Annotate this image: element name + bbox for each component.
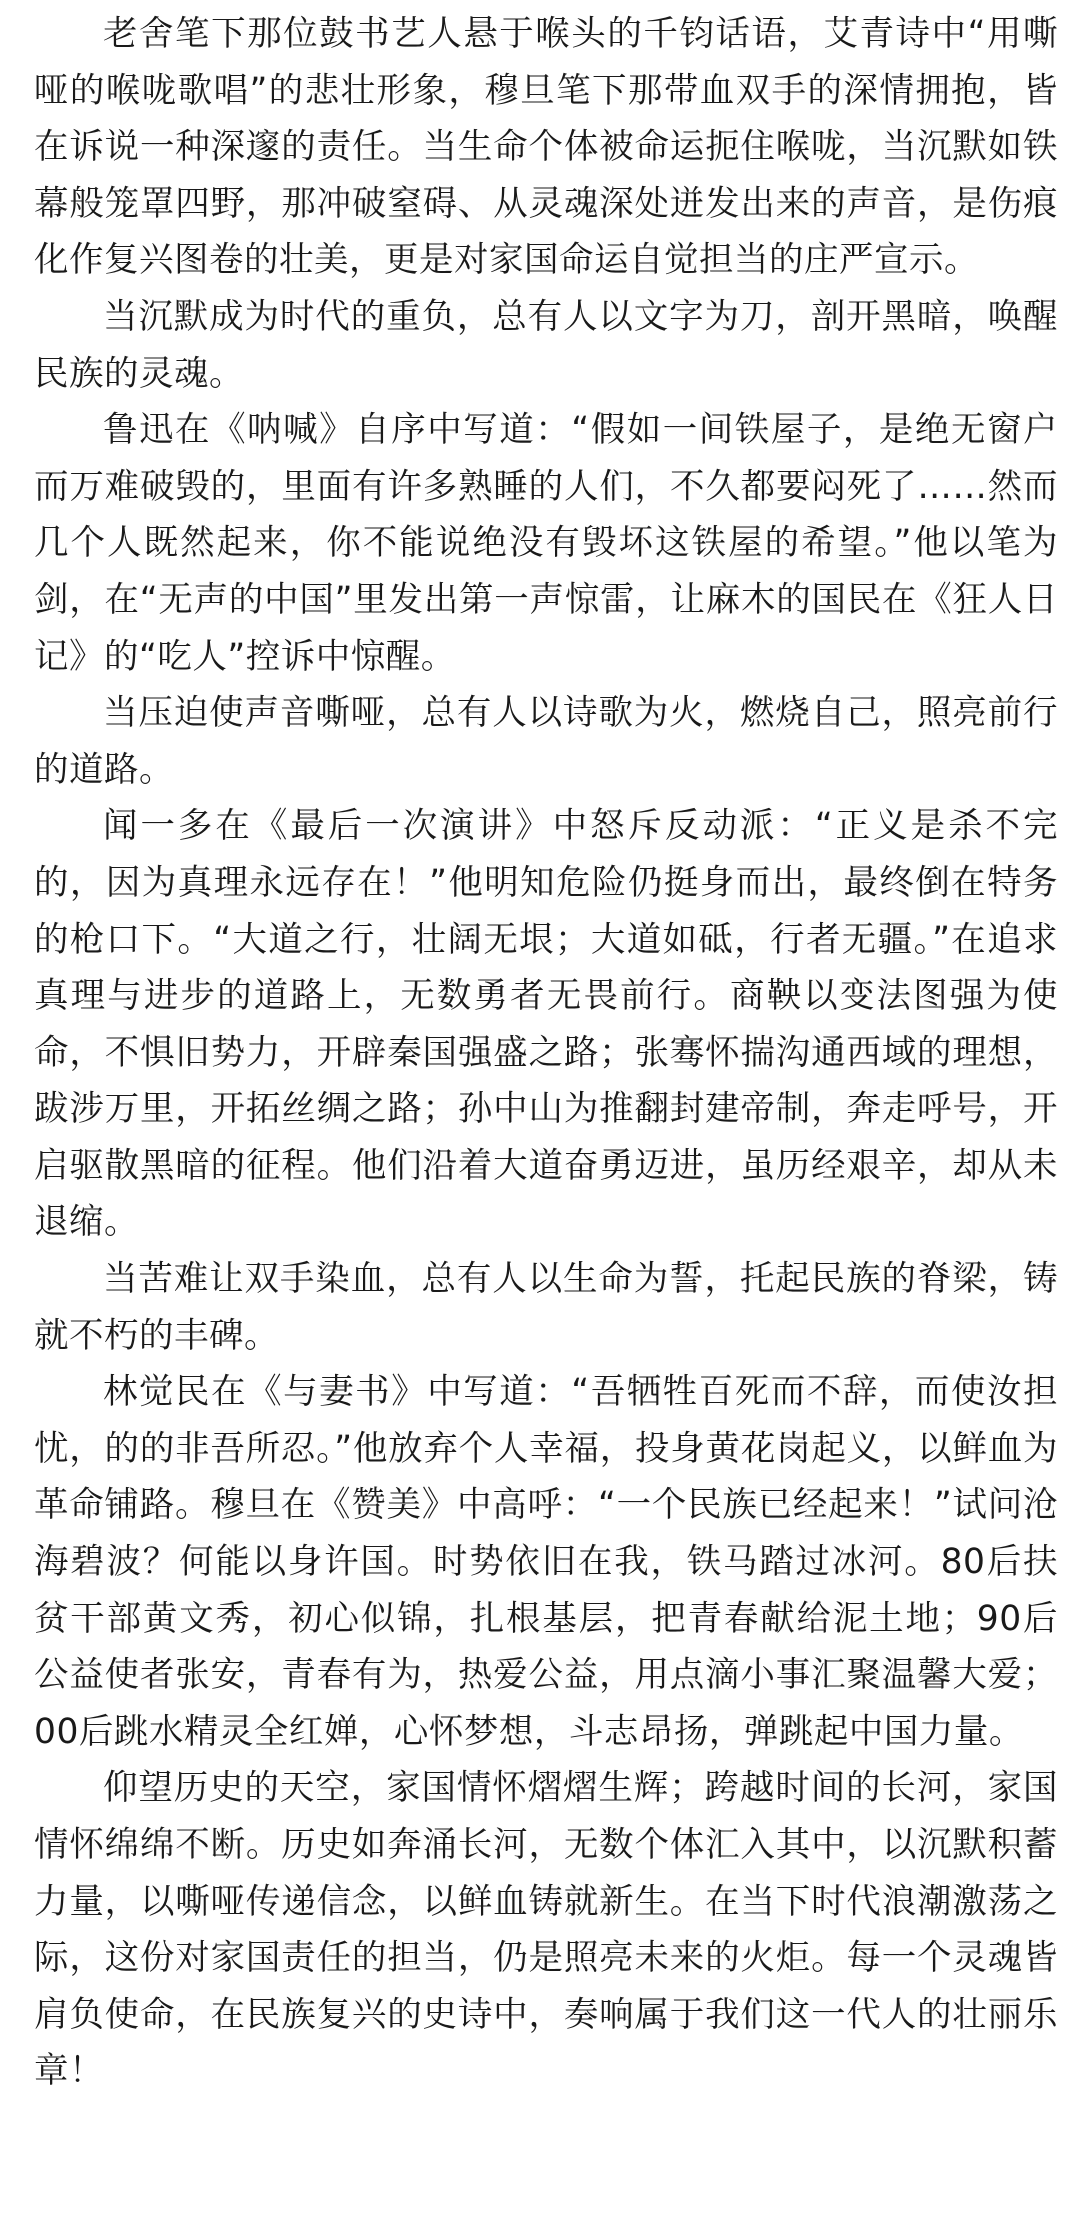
paragraph-4: 当压迫使声音嘶哑，总有人以诗歌为火，燃烧自己，照亮前行的道路。 <box>34 693 1058 790</box>
paragraph-7: 林觉民在《与妻书》中写道：“吾牺牲百死而不辞，而使汝担忧，的的非吾所忍。”他放弃个人幸福，投身黄花岗起义，以鲜血为革命铺路。穆旦在《赞美》中高呼：“一个民族已经起来！”试问沧海碧波？何能以身许国。时势依旧在我，铁马踏过冰河。80后扶贫干部黄文秀，初心似锦，扎根基层，把青春献给泥土地；90后公益使者张安，青春有为，热爱公益，用点滴小事汇聚温馨大爱；00后跳水精灵全红婵，心怀梦想，斗志昂扬，弹跳起中国力量。 <box>34 1372 1058 1752</box>
paragraph-2: 当沉默成为时代的重负，总有人以文字为刀，剖开黑暗，唤醒民族的灵魂。 <box>34 296 1058 394</box>
paragraph-8: 仰望历史的天空，家国情怀熠熠生辉；跨越时间的长河，家国情怀绵绵不断。历史如奔涌长河，无数个体汇入其中，以沉默积蓄力量，以嘶哑传递信念，以鲜血铸就新生。在当下时代浪潮激荡之际，这份对家国责任的担当，仍是照亮未来的火炬。每一个灵魂皆肩负使命，在民族复兴的史诗中，奏响属于我们这一代人的壮丽乐章！ <box>34 1768 1058 2092</box>
paragraph-5: 闻一多在《最后一次演讲》中怒斥反动派：“正义是杀不完的，因为真理永远存在！”他明知危险仍挺身而出，最终倒在特务的枪口下。“大道之行，壮阔无垠；大道如砥，行者无疆。”在追求真理与进步的道路上，无数勇者无畏前行。商鞅以变法图强为使命，不惧旧势力，开辟秦国强盛之路；张骞怀揣沟通西域的理想，跋涉万里，开拓丝绸之路；孙中山为推翻封建帝制，奔走呼号，开启驱散黑暗的征程。他们沿着大道奋勇迈进，虽历经艰辛，却从未退缩。 <box>34 806 1058 1243</box>
paragraph-6: 当苦难让双手染血，总有人以生命为誓，托起民族的脊梁，铸就不朽的丰碑。 <box>34 1259 1058 1356</box>
paragraph-3: 鲁迅在《呐喊》自序中写道：“假如一间铁屋子，是绝无窗户而万难破毁的，里面有许多熟睡的人们，不久都要闷死了……然而几个人既然起来，你不能说绝没有毁坏这铁屋的希望。”他以笔为剑，在“无声的中国”里发出第一声惊雷，让麻木的国民在《狂人日记》的“吃人”控诉中惊醒。 <box>34 410 1058 677</box>
paragraph-1: 老舍笔下那位鼓书艺人悬于喉头的千钧话语，艾青诗中“用嘶哑的喉咙歌唱”的悲壮形象，穆旦笔下那带血双手的深情拥抱，皆在诉说一种深邃的责任。当生命个体被命运扼住喉咙，当沉默如铁幕般笼罩四野，那冲破窒碍、从灵魂深处迸发出来的声音，是伤痕化作复兴图卷的壮美，更是对家国命运自觉担当的庄严宣示。 <box>34 14 1058 281</box>
